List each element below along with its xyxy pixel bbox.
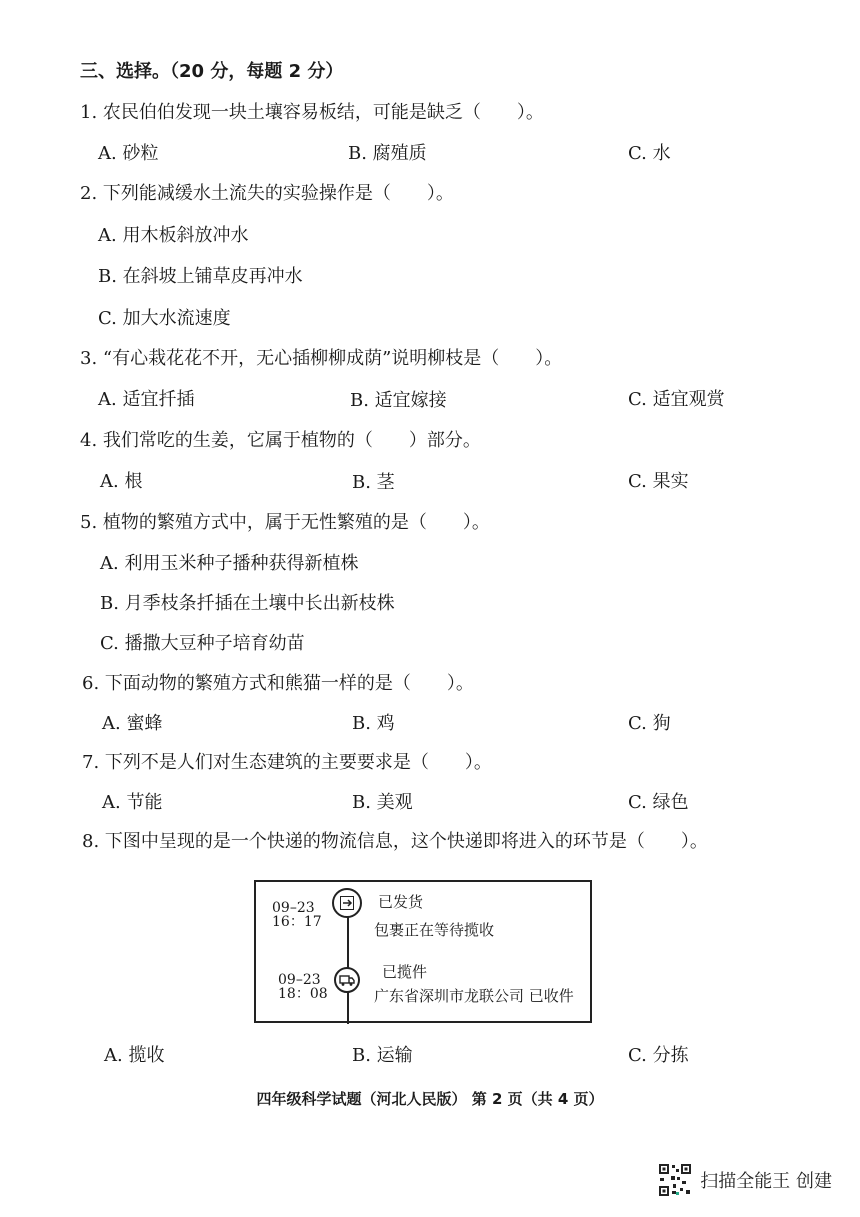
question-7: 7. 下列不是人们对生态建筑的主要要求是（ ）。 <box>82 752 492 773</box>
log-1-detail: 包裹正在等待揽收 <box>374 921 495 939</box>
log-2-date: 09–23 <box>278 972 321 988</box>
q7-option-a: A. 节能 <box>102 792 163 813</box>
q1-option-c: C. 水 <box>628 143 671 164</box>
q2-option-a: A. 用木板斜放冲水 <box>98 225 249 246</box>
q3-option-b: B. 适宜嫁接 <box>350 390 447 411</box>
log-1-status: 已发货 <box>378 893 424 911</box>
log-2-status: 已揽件 <box>382 963 428 981</box>
q7-option-b: B. 美观 <box>352 792 413 813</box>
q4-option-c: C. 果实 <box>628 471 689 492</box>
shipped-box-icon <box>332 888 362 918</box>
q4-option-b: B. 茎 <box>352 472 395 493</box>
q5-option-b: B. 月季枝条扦插在土壤中长出新枝株 <box>100 593 395 614</box>
question-5: 5. 植物的繁殖方式中，属于无性繁殖的是（ ）。 <box>80 512 490 533</box>
section-title: 三、选择。（20 分，每题 2 分） <box>80 61 344 82</box>
question-1: 1. 农民伯伯发现一块土壤容易板结，可能是缺乏（ ）。 <box>80 102 544 123</box>
q8-option-a: A. 揽收 <box>104 1045 165 1066</box>
watermark-text: 扫描全能王 创建 <box>700 1171 832 1192</box>
question-2: 2. 下列能减缓水土流失的实验操作是（ ）。 <box>80 183 454 204</box>
q6-option-b: B. 鸡 <box>352 713 395 734</box>
log-1-date: 09–23 <box>272 900 315 916</box>
q4-option-a: A. 根 <box>100 471 143 492</box>
q2-option-b: B. 在斜坡上铺草皮再冲水 <box>98 266 303 287</box>
q1-option-b: B. 腐殖质 <box>348 143 427 164</box>
page-footer: 四年级科学试题（河北人民版） 第 2 页（共 4 页） <box>256 1090 604 1108</box>
q8-option-b: B. 运输 <box>352 1045 413 1066</box>
question-3: 3. “有心栽花花不开，无心插柳柳成荫”说明柳枝是（ ）。 <box>80 348 563 369</box>
q1-option-a: A. 砂粒 <box>98 143 159 164</box>
q3-option-a: A. 适宜扦插 <box>98 389 195 410</box>
scanner-watermark <box>658 1163 832 1197</box>
log-2-detail: 广东省深圳市龙联公司 已收件 <box>374 987 574 1005</box>
q6-option-c: C. 狗 <box>628 713 671 734</box>
q8-option-c: C. 分拣 <box>628 1045 689 1066</box>
log-2-time: 18：08 <box>278 986 328 1002</box>
q5-option-c: C. 播撒大豆种子培育幼苗 <box>100 633 305 654</box>
truck-icon <box>334 967 360 993</box>
q5-option-a: A. 利用玉米种子播种获得新植株 <box>100 553 359 574</box>
log-1-time: 16：17 <box>272 914 322 930</box>
question-8: 8. 下图中呈现的是一个快递的物流信息，这个快递即将进入的环节是（ ）。 <box>82 831 708 852</box>
qr-code-icon <box>658 1163 692 1197</box>
q6-option-a: A. 蜜蜂 <box>102 713 163 734</box>
question-4: 4. 我们常吃的生姜，它属于植物的（ ）部分。 <box>80 430 481 451</box>
question-6: 6. 下面动物的繁殖方式和熊猫一样的是（ ）。 <box>82 673 474 694</box>
q3-option-c: C. 适宜观赏 <box>628 389 725 410</box>
logistics-figure <box>254 880 592 1023</box>
q7-option-c: C. 绿色 <box>628 792 689 813</box>
q2-option-c: C. 加大水流速度 <box>98 308 231 329</box>
